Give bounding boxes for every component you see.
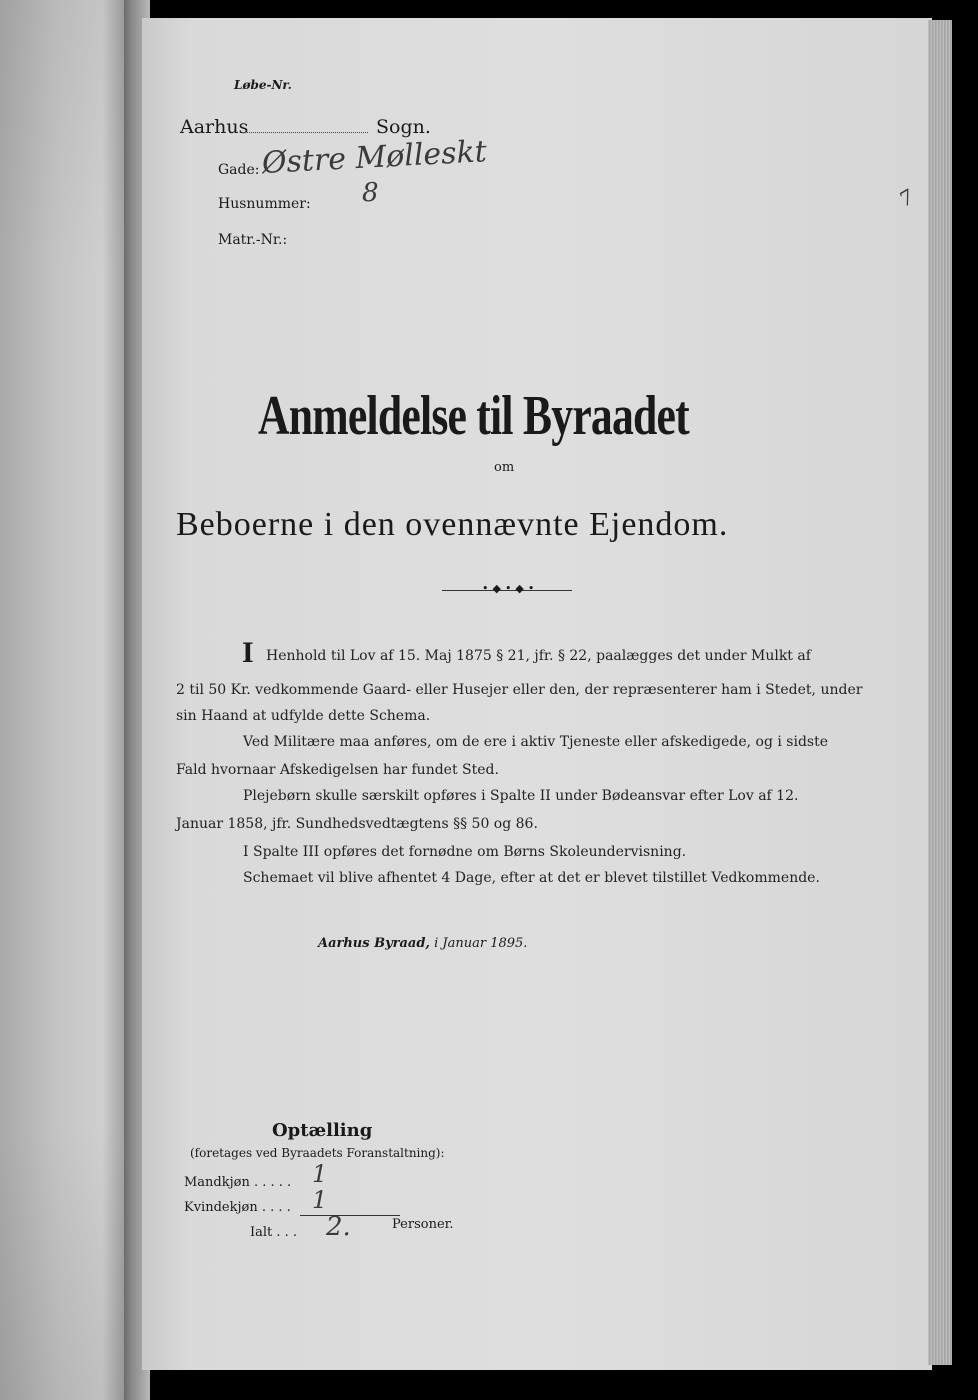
city-label: Aarhus [180, 116, 249, 138]
female-value: 1 [312, 1186, 328, 1214]
signature-line [318, 936, 527, 951]
total-value: 2. [326, 1212, 351, 1242]
street-value: Østre Mølleskt [261, 134, 488, 181]
street-label: Gade: [218, 162, 260, 178]
corner-mark: 7 [894, 184, 918, 212]
document-title: Anmeldelse til Byraadet [258, 385, 689, 447]
parish-blank [244, 131, 368, 133]
lobe-nr-label: Løbe-Nr. [234, 78, 292, 92]
ornament-dots: •◆•◆• [482, 582, 539, 595]
page-edges [928, 20, 952, 1365]
document-subtitle: Beboerne i den ovennævnte Ejendom. [176, 506, 729, 543]
signature-rest: i Januar 1895. [434, 936, 528, 951]
house-number-label: Husnummer: [218, 196, 311, 212]
signature-bold: Aarhus Byraad, [318, 936, 430, 951]
title-om: om [494, 460, 515, 475]
house-number-value: 8 [362, 178, 379, 208]
male-value: 1 [312, 1160, 328, 1188]
body-line-3: sin Haand at udfylde dette Schema. [176, 708, 431, 724]
body-line-8: I Spalte III opføres det fornødne om Børns Skoleundervisning. [243, 844, 687, 860]
count-heading: Optælling [272, 1120, 373, 1141]
body-line-4: Ved Militære maa anføres, om de ere i aktiv Tjeneste eller afskedigede, og i sidste [243, 734, 829, 750]
body-line-6: Plejebørn skulle særskilt opføres i Spalte II under Bødeansvar efter Lov af 12. [243, 788, 799, 804]
body-line-9: Schemaet vil blive afhentet 4 Dage, efter at det er blevet tilstillet Vedkommende. [243, 870, 820, 886]
body-initial: I [242, 636, 254, 669]
parish-label: Sogn. [376, 116, 431, 138]
body-line-7: Januar 1858, jfr. Sundhedsvedtægtens §§ 50 og 86. [176, 816, 538, 832]
count-note: (foretages ved Byraadets Foranstaltning): [190, 1146, 445, 1160]
body-line-2: 2 til 50 Kr. vedkommende Gaard- eller Husejer eller den, der repræsenterer ham i Stedet, under [176, 682, 863, 698]
body-line-5: Fald hvornaar Afskedigelsen har fundet Sted. [176, 762, 499, 778]
male-label: Mandkjøn . . . . . [184, 1175, 292, 1190]
female-label: Kvindekjøn . . . . [184, 1200, 291, 1215]
total-label: Ialt . . . [250, 1225, 298, 1240]
body-line-1: Henhold til Lov af 15. Maj 1875 § 21, jfr. § 22, paalægges det under Mulkt af [266, 648, 811, 664]
persons-label: Personer. [392, 1217, 454, 1232]
left-page-shade [0, 0, 128, 1400]
matr-label: Matr.-Nr.: [218, 232, 288, 248]
